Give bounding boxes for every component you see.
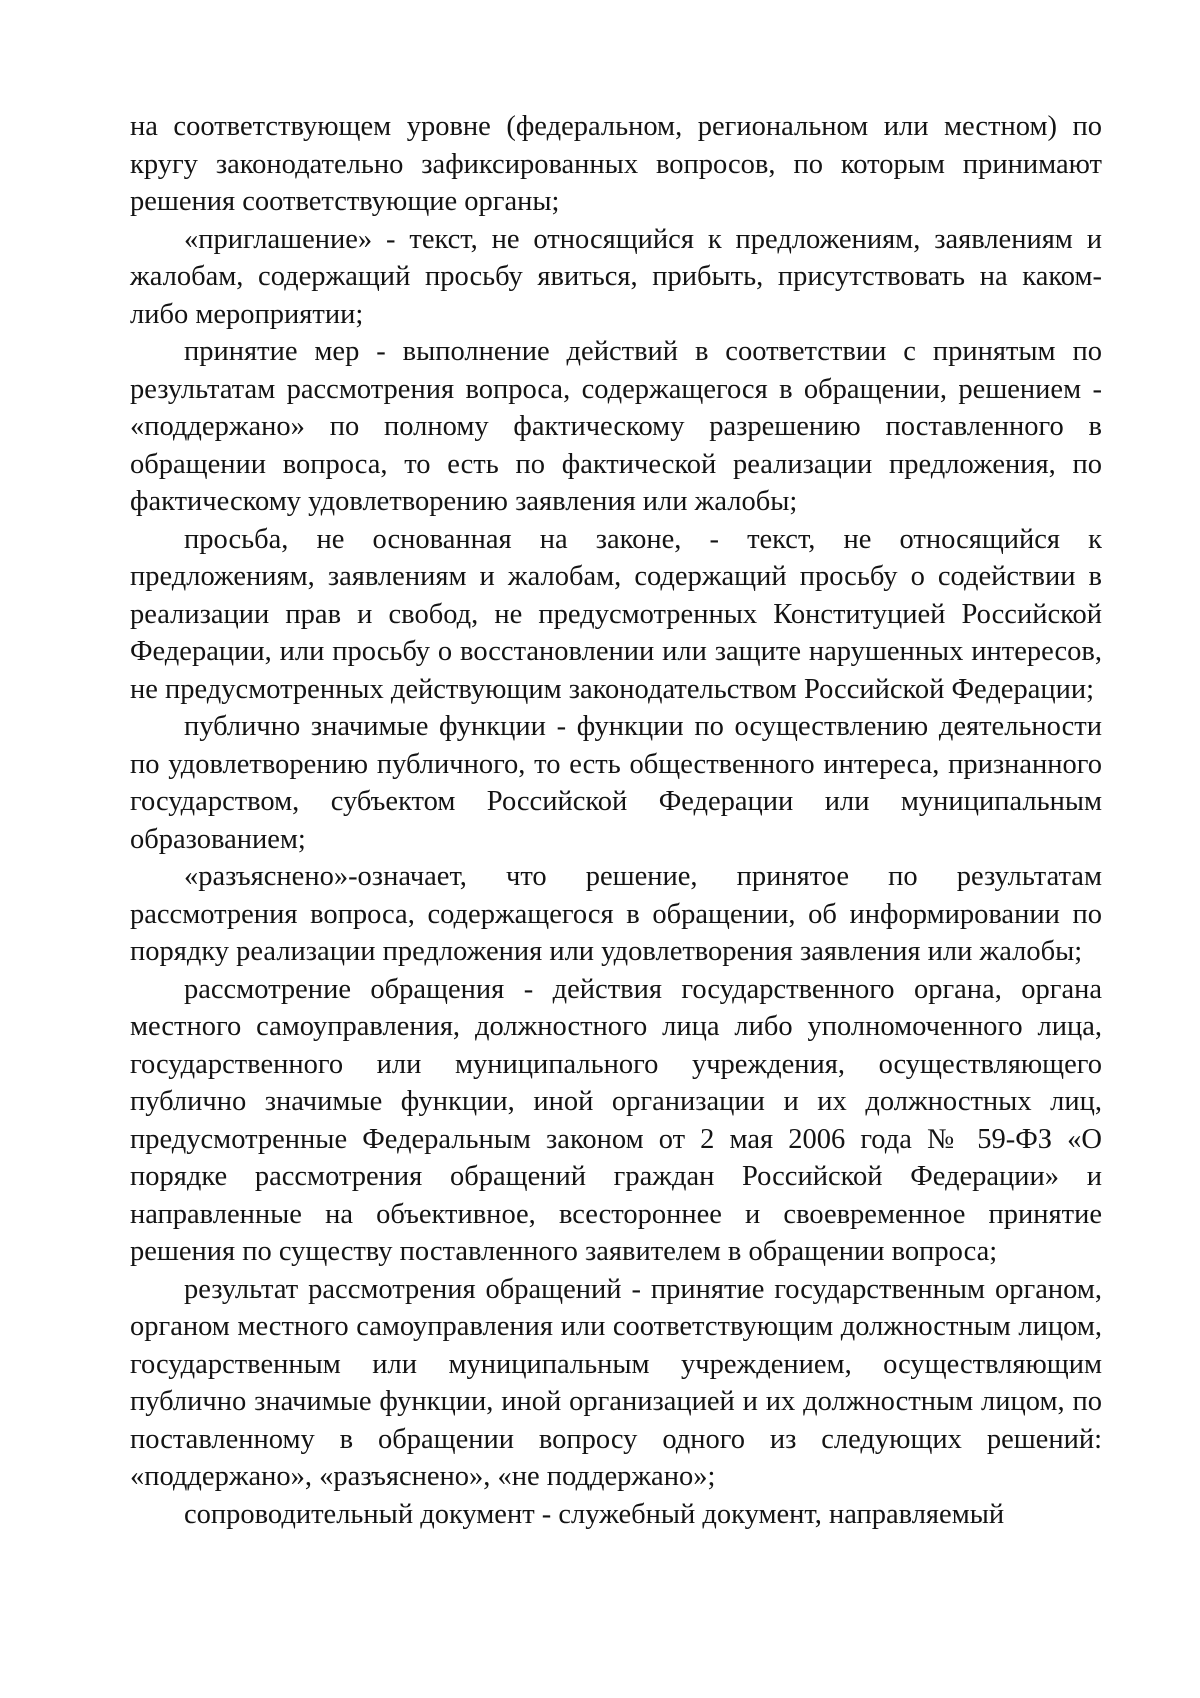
paragraph-continuation: на соответствующем уровне (федеральном, региональном или местном) по кругу законодательно зафиксированных вопросов, по которым принимают решения соответствующие органы;	[130, 111, 1102, 217]
paragraph-consideration-definition: рассмотрение обращения - действия государственного органа, органа местного самоуправления, должностного лица либо уполномоченного лица, государственного или муниципального учреждения, осуществляющего публично значимые функции, иной организации и их должностных лиц, предусмотренные Федеральным законом от 2 мая 2006 года № 59-ФЗ «О порядке рассмотрения обращений граждан Российской Федерации» и направленные на объективное, всестороннее и своевременное принятие решения по существу поставленного заявителем в обращении вопроса;	[130, 973, 1102, 1267]
paragraph-result-definition: результат рассмотрения обращений - принятие государственным органом, органом местного самоуправления или соответствующим должностным лицом, государственным или муниципальным учреждением, осуществляющим публично значимые функции, иной организацией и их должностным лицом, по поставленному в обращении вопросу одного из следующих решений: «поддержано», «разъяснено», «не поддержано»;	[130, 1273, 1102, 1492]
paragraph-unlawful-request-definition: просьба, не основанная на законе, - текст, не относящийся к предложениям, заявлениям и жалобам, содержащий просьбу о содействии в реализации прав и свобод, не предусмотренных Конституцией Российской Федерации, или просьбу о восстановлении или защите нарушенных интересов, не предусмотренных действующим законодательством Российской Федерации;	[130, 523, 1102, 705]
paragraph-clarified-definition: «разъяснено»-означает, что решение, принятое по результатам рассмотрения вопроса, содержащегося в обращении, об информировании по порядку реализации предложения или удовлетворения заявления или жалобы;	[130, 861, 1102, 967]
paragraph-cover-document-definition: сопроводительный документ - служебный документ, направляемый	[184, 1498, 1005, 1530]
paragraph-public-functions-definition: публично значимые функции - функции по осуществлению деятельности по удовлетворению публичного, то есть общественного интереса, признанного государством, субъектом Российской Федерации или муниципальным образованием;	[130, 711, 1102, 855]
document-body	[130, 108, 1102, 1533]
paragraph-measures-definition: принятие мер - выполнение действий в соответствии с принятым по результатам рассмотрения вопроса, содержащегося в обращении, решением - «поддержано» по полному фактическому разрешению поставленного в обращении вопроса, то есть по фактической реализации предложения, по фактическому удовлетворению заявления или жалобы;	[130, 336, 1102, 517]
paragraph-invitation-definition: «приглашение» - текст, не относящийся к предложениям, заявлениям и жалобам, содержащий просьбу явиться, прибыть, присутствовать на каком-либо мероприятии;	[130, 223, 1102, 330]
